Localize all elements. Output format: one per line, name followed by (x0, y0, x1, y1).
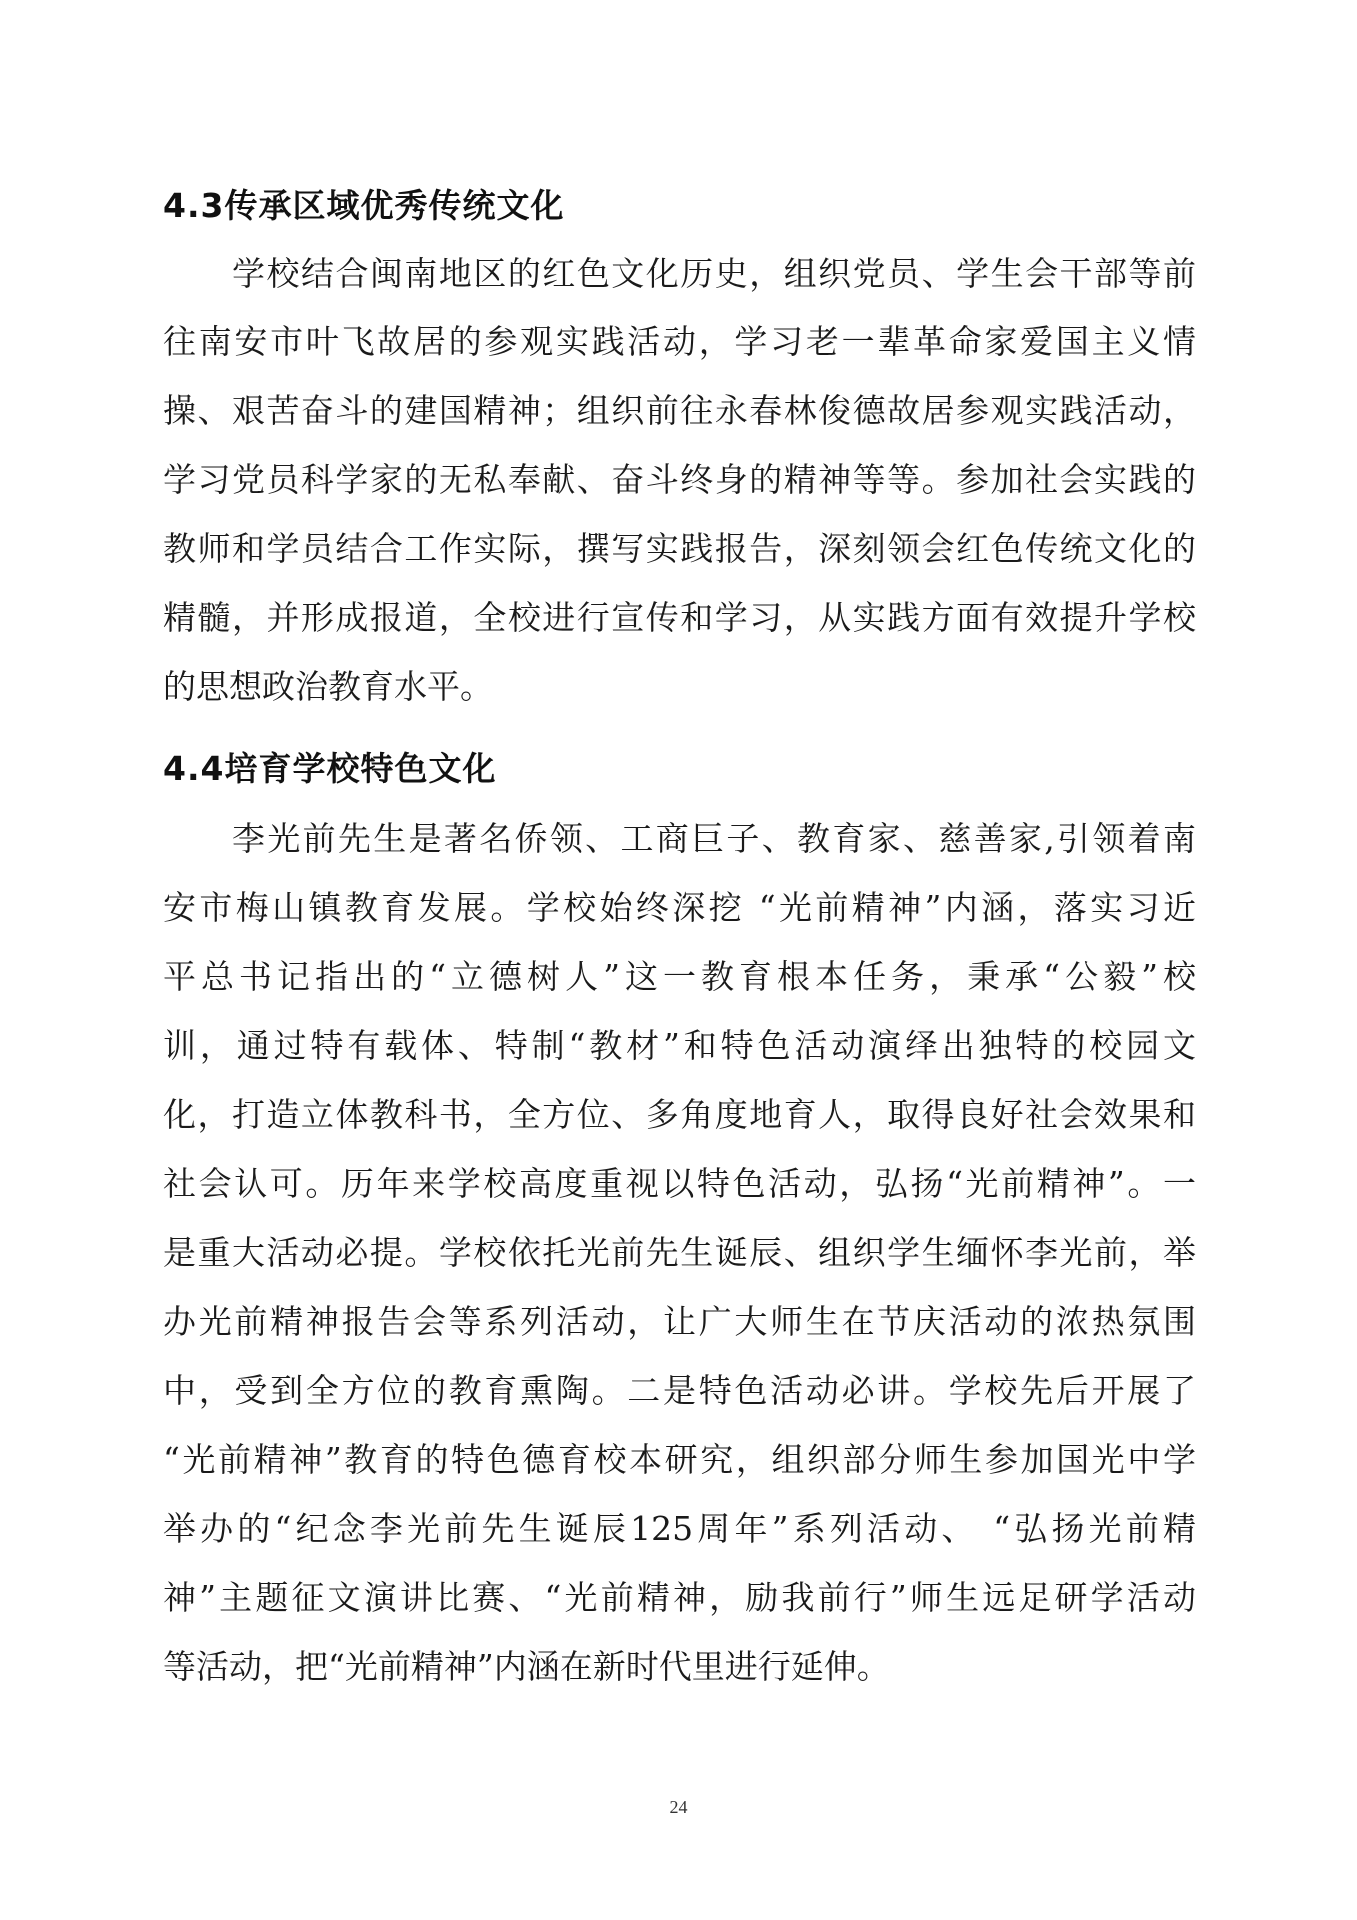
paragraph-line: 等活动，把“光前精神”内涵在新时代里进行延伸。 (163, 1647, 890, 1686)
paragraph-line: 训，通过特有载体、特制“教材”和特色活动演绎出独特的校园文 (163, 1026, 1196, 1065)
paragraph-line: 办光前精神报告会等系列活动，让广大师生在节庆活动的浓热氛围 (163, 1302, 1196, 1341)
paragraph-line: 中，受到全方位的教育熏陶。二是特色活动必讲。学校先后开展了 (163, 1371, 1196, 1410)
paragraph-line: 社会认可。历年来学校高度重视以特色活动，弘扬“光前精神”。一 (163, 1164, 1196, 1203)
paragraph-line: 化，打造立体教科书，全方位、多角度地育人，取得良好社会效果和 (163, 1095, 1196, 1134)
page-number: 24 (669, 1797, 688, 1817)
paragraph-line: 学校结合闽南地区的红色文化历史，组织党员、学生会干部等前 (232, 254, 1196, 293)
section-heading-4-3: 4.3传承区域优秀传统文化 (163, 186, 565, 225)
paragraph-line: 精髓，并形成报道，全校进行宣传和学习，从实践方面有效提升学校 (163, 598, 1196, 637)
paragraph-line: 的思想政治教育水平。 (163, 667, 493, 706)
paragraph-line: 学习党员科学家的无私奉献、奋斗终身的精神等等。参加社会实践的 (163, 460, 1196, 499)
paragraph-line: 神”主题征文演讲比赛、“光前精神，励我前行”师生远足研学活动 (163, 1578, 1196, 1617)
paragraph-line: 李光前先生是著名侨领、工商巨子、教育家、慈善家,引领着南 (232, 819, 1196, 858)
paragraph-line: 教师和学员结合工作实际，撰写实践报告，深刻领会红色传统文化的 (163, 529, 1196, 568)
section-heading-4-4: 4.4培育学校特色文化 (163, 749, 497, 788)
paragraph-line: 操、艰苦奋斗的建国精神；组织前往永春林俊德故居参观实践活动， (163, 391, 1196, 430)
paragraph-line: 是重大活动必提。学校依托光前先生诞辰、组织学生缅怀李光前，举 (163, 1233, 1196, 1272)
paragraph-line: 安市梅山镇教育发展。学校始终深挖 “光前精神”内涵，落实习近 (163, 888, 1196, 927)
paragraph-line: 举办的“纪念李光前先生诞辰125周年”系列活动、 “弘扬光前精 (163, 1509, 1196, 1548)
paragraph-line: 往南安市叶飞故居的参观实践活动，学习老一辈革命家爱国主义情 (163, 322, 1196, 361)
paragraph-line: 平总书记指出的“立德树人”这一教育根本任务，秉承“公毅”校 (163, 957, 1196, 996)
paragraph-line: “光前精神”教育的特色德育校本研究，组织部分师生参加国光中学 (163, 1440, 1196, 1479)
